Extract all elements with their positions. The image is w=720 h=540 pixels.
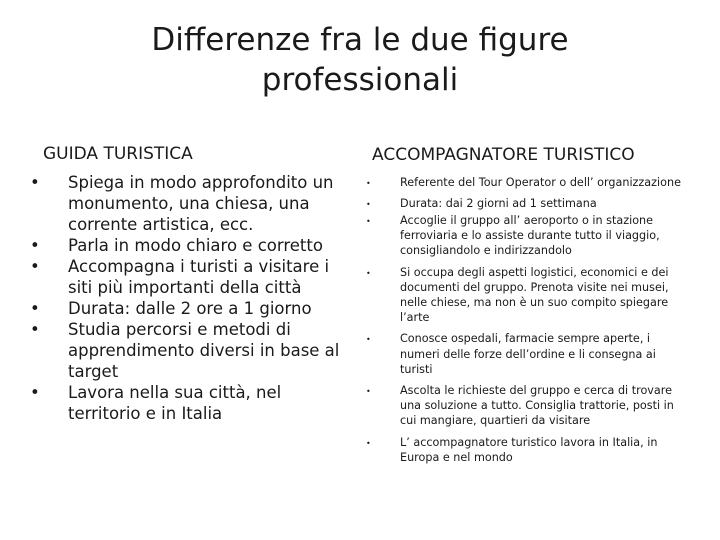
bullet-icon: •	[366, 335, 371, 345]
list-item	[30, 319, 352, 382]
list-item-text: Conosce ospedali, farmacie sempre aperte, i numeri delle forze dell’ordine e li consegna ai turisti	[400, 332, 656, 376]
bullet-icon: •	[30, 257, 40, 276]
bullet-icon: •	[30, 236, 40, 255]
list-item-text: Durata: dai 2 giorni ad 1 settimana	[400, 197, 597, 211]
list-item	[364, 196, 690, 211]
guida-turistica-list	[30, 172, 352, 424]
list-item	[364, 435, 690, 465]
bullet-icon: •	[366, 387, 371, 397]
bullet-icon: •	[366, 200, 371, 210]
list-item	[364, 213, 690, 259]
bullet-icon: •	[366, 438, 371, 448]
list-item	[30, 235, 352, 256]
list-item	[364, 175, 690, 190]
slide-title-line-1: Differenze fra le due figure	[151, 22, 569, 58]
bullet-icon: •	[366, 217, 371, 226]
guida-turistica-heading: GUIDA TURISTICA	[43, 144, 193, 164]
list-item	[30, 382, 352, 424]
slide-title-line-2: professionali	[261, 62, 459, 98]
accompagnatore-turistico-list	[364, 175, 690, 467]
bullet-icon: •	[30, 299, 40, 318]
slide-title	[60, 20, 660, 100]
bullet-icon: •	[30, 320, 40, 339]
bullet-icon: •	[30, 383, 40, 402]
list-item-text: Spiega in modo approfondito un monumento, una chiesa, una corrente artistica, ecc.	[68, 173, 334, 234]
list-item-text: Lavora nella sua città, nel territorio e in Italia	[68, 383, 282, 423]
bullet-icon: •	[366, 179, 371, 188]
list-item-text: Referente del Tour Operator o dell’ organizzazione	[400, 176, 681, 189]
list-item	[364, 265, 690, 326]
list-item	[364, 331, 690, 377]
bullet-icon: •	[366, 268, 371, 278]
list-item	[30, 256, 352, 298]
list-item-text: Durata: dalle 2 ore a 1 giorno	[68, 299, 312, 318]
list-item	[364, 383, 690, 429]
list-item	[30, 298, 352, 319]
bullet-icon: •	[30, 173, 40, 192]
list-item-text: Si occupa degli aspetti logistici, economici e dei documenti del gruppo. Prenota visite nei musei, nelle chiese, ma non è un suo compito spiegare l’arte	[400, 265, 669, 325]
list-item	[30, 172, 352, 235]
list-item-text: Studia percorsi e metodi di apprendimento diversi in base al target	[68, 320, 340, 381]
list-item-text: Accoglie il gruppo all’ aeroporto o in stazione ferroviaria e lo assiste durante tutto il viaggio, consigliandolo e indirizzandolo	[400, 214, 660, 258]
list-item-text: Parla in modo chiaro e corretto	[68, 236, 323, 255]
list-item-text: Accompagna i turisti a visitare i siti più importanti della città	[68, 257, 330, 297]
list-item-text: Ascolta le richieste del gruppo e cerca di trovare una soluzione a tutto. Consiglia trattorie, posti in cui mangiare, quartieri da visitare	[400, 384, 674, 428]
list-item-text: L’ accompagnatore turistico lavora in Italia, in Europa e nel mondo	[400, 435, 658, 464]
accompagnatore-turistico-heading: ACCOMPAGNATORE TURISTICO	[372, 145, 635, 165]
